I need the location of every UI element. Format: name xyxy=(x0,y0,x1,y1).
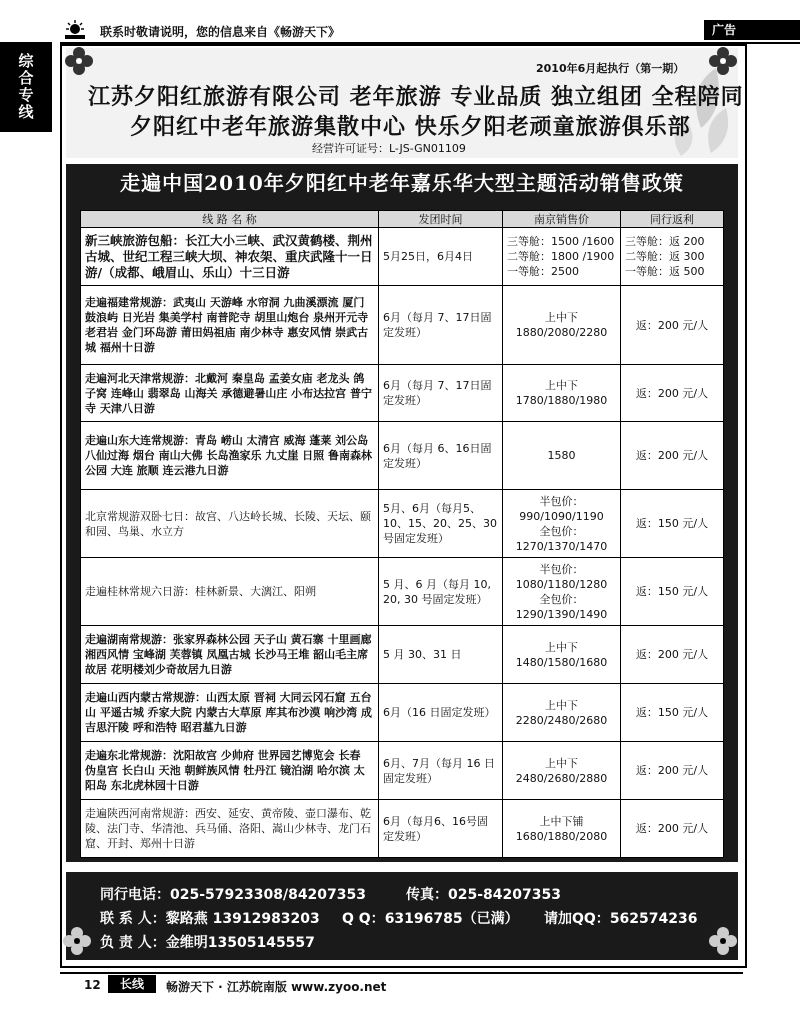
price-cell: 半包价： 1080/1180/1280 全包价： 1290/1390/1490 xyxy=(503,558,621,626)
route-cell: 走遍湖南常规游：张家界森林公园 天子山 黄石寨 十里画廊 湘西风情 宝峰湖 芙蓉镇 凤凰古城 长沙马王堆 韶山毛主席故居 花明楼刘少奇故居九日游 xyxy=(81,626,379,684)
date-cell: 6月（每月 7、17日固定发班） xyxy=(379,365,503,422)
page-footer xyxy=(60,972,743,998)
rebate-cell: 三等舱：返 200 二等舱：返 300 一等舱：返 500 xyxy=(621,228,724,286)
route-cell: 走遍福建常规游：武夷山 天游峰 水帘洞 九曲溪漂流 厦门鼓浪屿 日光岩 集美学村 南普陀寺 胡里山炮台 泉州开元寺 老君岩 金门环岛游 莆田妈祖庙 南少林寺 惠安风情 崇武古城 福州十日游 xyxy=(81,286,379,365)
route-cell: 新三峡旅游包船：长江大小三峡、武汉黄鹤楼、荆州古城、世纪工程三峡大坝、神农架、重庆武隆十一日游/（成都、峨眉山、乐山）十三日游 xyxy=(81,228,379,286)
fax-value: 025-84207353 xyxy=(448,887,561,903)
date-cell: 6月（每月 7、17日固定发班） xyxy=(379,286,503,365)
table-row xyxy=(81,558,724,626)
header-price: 南京销售价 xyxy=(503,211,621,228)
flower-icon xyxy=(62,926,92,956)
table-row xyxy=(81,684,724,742)
manager-value: 金维明13505145557 xyxy=(165,935,315,951)
price-cell: 上中下 1880/2080/2280 xyxy=(503,286,621,365)
rebate-cell: 返：200 元/人 xyxy=(621,626,724,684)
contact-value: 黎路燕 13912983203 xyxy=(165,911,320,927)
sun-logo-icon xyxy=(62,20,88,40)
price-cell: 半包价： 990/1090/1190 全包价： 1270/1370/1470 xyxy=(503,490,621,558)
qq-label: Q Q： xyxy=(342,911,385,927)
qq2-label: 请加QQ： xyxy=(544,911,610,927)
price-cell: 三等舱：1500 /1600 二等舱：1800 /1900 一等舱：2500 xyxy=(503,228,621,286)
qq-value: 63196785（已满） xyxy=(384,911,519,927)
date-cell: 5 月 30、31 日 xyxy=(379,626,503,684)
side-tab: 综合专线 xyxy=(0,42,52,132)
publication-name: 畅游天下 · 江苏皖南版 www.zyoo.net xyxy=(166,980,387,994)
date-cell: 5月、6月（每月5、10、15、20、25、30号固定发班） xyxy=(379,490,503,558)
table-row xyxy=(81,800,724,858)
price-cell: 上中下 1780/1880/1980 xyxy=(503,365,621,422)
page-title: 走遍中国2010年夕阳红中老年嘉乐华大型主题活动销售政策 xyxy=(66,164,738,202)
header-route: 线 路 名 称 xyxy=(81,211,379,228)
fax-label: 传真： xyxy=(406,887,448,903)
route-cell: 走遍山东大连常规游：青岛 崂山 太清宫 威海 蓬莱 刘公岛 八仙过海 烟台 南山大佛 长岛渔家乐 九丈崖 日照 鲁南森林公园 大连 旅顺 连云港九日游 xyxy=(81,422,379,490)
table-row xyxy=(81,626,724,684)
club-slogan: 夕阳红中老年旅游集散中心 快乐夕阳老顽童旅游俱乐部 xyxy=(130,115,691,140)
date-cell: 5月25日，6月4日 xyxy=(379,228,503,286)
section-tag: 广告 xyxy=(704,20,800,40)
company-slogan: 江苏夕阳红旅游有限公司 老年旅游 专业品质 独立组团 全程陪同 xyxy=(88,85,744,110)
contact-label: 联 系 人： xyxy=(100,911,166,927)
rebate-cell: 返：150 元/人 xyxy=(621,684,724,742)
date-cell: 6月（每月 6、16日固定发班） xyxy=(379,422,503,490)
date-cell: 6月（每月6、16号固定发班） xyxy=(379,800,503,858)
tel-label: 同行电话： xyxy=(100,887,170,903)
date-cell: 6月、7月（每月 16 日固定发班） xyxy=(379,742,503,800)
date-cell: 6月（16 日固定发班） xyxy=(379,684,503,742)
rebate-cell: 返：200 元/人 xyxy=(621,286,724,365)
manager-label: 负 责 人： xyxy=(100,935,166,951)
route-cell: 走遍河北天津常规游：北戴河 秦皇岛 孟姜女庙 老龙头 鸽子窝 连峰山 翡翠岛 山海关 承德避暑山庄 小布达拉宫 普宁寺 天津八日游 xyxy=(81,365,379,422)
table-row xyxy=(81,286,724,365)
table-row xyxy=(81,422,724,490)
flower-icon xyxy=(708,926,738,956)
route-cell: 走遍桂林常规六日游：桂林新景、大漓江、阳朔 xyxy=(81,558,379,626)
route-cell: 走遍山西内蒙古常规游：山西太原 晋祠 大同云冈石窟 五台山 平遥古城 乔家大院 内蒙古大草原 库其布沙漠 响沙湾 成吉思汗陵 呼和浩特 昭君墓九日游 xyxy=(81,684,379,742)
header-rebate: 同行返利 xyxy=(621,211,724,228)
table-row xyxy=(81,365,724,422)
flower-icon xyxy=(708,46,738,76)
route-cell: 走遍陕西河南常规游：西安、延安、黄帝陵、壶口瀑布、乾陵、法门寺、华清池、兵马俑、洛阳、嵩山少林寺、龙门石窟、开封、郑州十日游 xyxy=(81,800,379,858)
tel-value: 025-57923308/84207353 xyxy=(170,887,367,903)
route-cell: 北京常规游双卧七日：故宫、八达岭长城、长陵、天坛、颐和园、鸟巢、水立方 xyxy=(81,490,379,558)
rebate-cell: 返：200 元/人 xyxy=(621,422,724,490)
price-cell: 1580 xyxy=(503,422,621,490)
date-cell: 5 月、6 月（每月 10, 20, 30 号固定发班） xyxy=(379,558,503,626)
table-row xyxy=(81,228,724,286)
rebate-cell: 返：150 元/人 xyxy=(621,490,724,558)
rebate-cell: 返：200 元/人 xyxy=(621,742,724,800)
price-cell: 上中下 2280/2480/2680 xyxy=(503,684,621,742)
date-line: 2010年6月起执行（第一期） xyxy=(536,62,685,75)
price-cell: 上中下 1480/1580/1680 xyxy=(503,626,621,684)
header-date: 发团时间 xyxy=(379,211,503,228)
rebate-cell: 返：200 元/人 xyxy=(621,365,724,422)
route-cell: 走遍东北常规游：沈阳故宫 少帅府 世界园艺博览会 长春 伪皇宫 长白山 天池 朝鲜族风情 牡丹江 镜泊湖 哈尔滨 太阳岛 东北虎林园十日游 xyxy=(81,742,379,800)
qq2-value: 562574236 xyxy=(609,911,698,927)
price-table xyxy=(80,210,724,858)
license-number: 经营许可证号：L-JS-GN01109 xyxy=(312,142,466,155)
table-row xyxy=(81,490,724,558)
price-table-panel xyxy=(66,202,738,862)
rebate-cell: 返：150 元/人 xyxy=(621,558,724,626)
rebate-cell: 返：200 元/人 xyxy=(621,800,724,858)
page-number: 12 xyxy=(84,978,101,992)
table-row xyxy=(81,742,724,800)
top-notice: 联系时敬请说明，您的信息来自《畅游天下》 xyxy=(100,25,341,39)
price-cell: 上中下 2480/2680/2880 xyxy=(503,742,621,800)
flower-icon xyxy=(64,46,94,76)
page-section: 长线 xyxy=(108,975,156,993)
contact-footer xyxy=(66,872,738,960)
price-cell: 上中下铺 1680/1880/2080 xyxy=(503,800,621,858)
